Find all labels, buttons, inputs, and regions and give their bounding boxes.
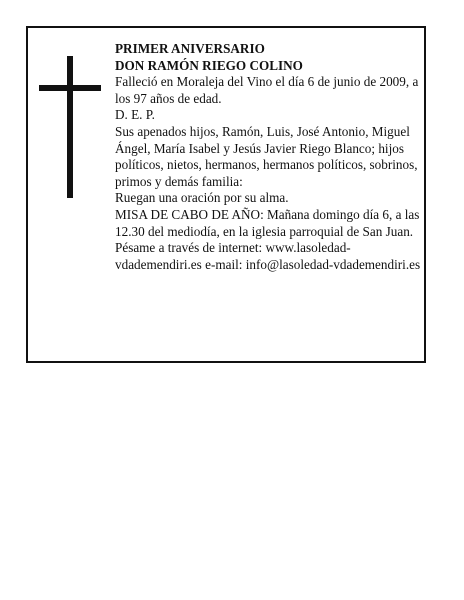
family-list: Sus apenados hijos, Ramón, Luis, José Antonio, Miguel Ángel, María Isabel y Jesús Javier Riego Blanco; hijos políticos, nietos, hermanos, hermanos políticos, sobrinos, primos y demás familia: — [115, 123, 418, 189]
notice-heading-name: DON RAMÓN RIEGO COLINO — [115, 57, 303, 73]
death-info: Falleció en Moraleja del Vino el día 6 de junio de 2009, a los 97 años de edad. — [115, 74, 419, 106]
cross-vertical-bar — [67, 56, 73, 198]
rip-text: D. E. P. — [115, 107, 155, 123]
mass-info: MISA DE CABO DE AÑO: Mañana domingo día 6, a las 12.30 del mediodía, en la iglesia parroquial de San Juan. — [115, 206, 420, 239]
cross-horizontal-bar — [39, 85, 101, 91]
notice-heading-anniversary: PRIMER ANIVERSARIO — [115, 41, 265, 56]
condolences-info: Pésame a través de internet: www.lasoledad-vdademendiri.es e-mail: info@lasoledad-vdademendiri.es — [115, 240, 421, 272]
prayer-request: Ruegan una oración por su alma. — [115, 190, 289, 206]
obituary-notice — [26, 26, 426, 363]
notice-text — [115, 41, 425, 273]
